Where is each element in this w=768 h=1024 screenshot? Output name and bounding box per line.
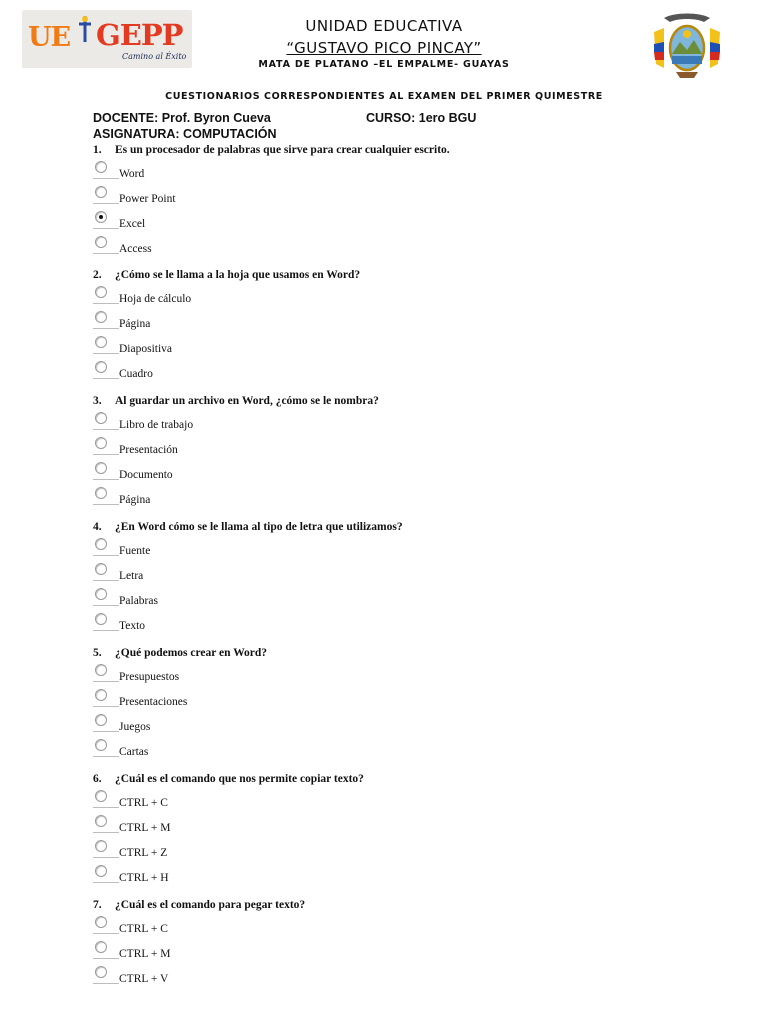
- radio-button-icon[interactable]: [95, 941, 107, 953]
- option-underline: [93, 228, 119, 229]
- question-4-option[interactable]: [93, 538, 273, 558]
- question-3-option[interactable]: [93, 462, 273, 482]
- question-2-option[interactable]: [93, 286, 273, 306]
- question-7-option[interactable]: [93, 941, 273, 961]
- option-label: Texto: [119, 620, 146, 632]
- question-3-prompt: [93, 395, 379, 407]
- option-label: Palabras: [119, 595, 158, 607]
- question-text: ¿Qué podemos crear en Word?: [115, 647, 268, 659]
- question-5-option[interactable]: [93, 739, 273, 759]
- option-underline: [93, 807, 119, 808]
- subject-field: ASIGNATURA: COMPUTACIÓN: [93, 127, 277, 141]
- radio-button-icon[interactable]: [95, 664, 107, 676]
- question-text: ¿Cómo se le llama a la hoja que usamos en Word?: [115, 269, 361, 281]
- radio-button-icon[interactable]: [95, 311, 107, 323]
- option-label: Juegos: [119, 721, 151, 733]
- question-3-option[interactable]: [93, 412, 273, 432]
- option-underline: [93, 378, 119, 379]
- option-label: Power Point: [119, 193, 176, 205]
- school-name-text: “GUSTAVO PICO PINCAY”: [286, 39, 482, 57]
- option-label: Documento: [119, 469, 173, 481]
- radio-button-icon[interactable]: [95, 186, 107, 198]
- question-text: Es un procesador de palabras que sirve para crear cualquier escrito.: [115, 144, 450, 156]
- option-underline: [93, 731, 119, 732]
- radio-button-icon[interactable]: [95, 840, 107, 852]
- question-number: 4.: [93, 521, 102, 533]
- option-label: CTRL + Z: [119, 847, 168, 859]
- question-3-option[interactable]: [93, 487, 273, 507]
- option-underline: [93, 555, 119, 556]
- option-underline: [93, 178, 119, 179]
- option-label: Access: [119, 243, 152, 255]
- option-underline: [93, 429, 119, 430]
- question-number: 2.: [93, 269, 102, 281]
- option-underline: [93, 580, 119, 581]
- question-2-option[interactable]: [93, 336, 273, 356]
- option-underline: [93, 353, 119, 354]
- option-label: Presupuestos: [119, 671, 180, 683]
- question-number: 6.: [93, 773, 102, 785]
- option-underline: [93, 983, 119, 984]
- option-underline: [93, 933, 119, 934]
- radio-button-icon[interactable]: [95, 437, 107, 449]
- option-underline: [93, 706, 119, 707]
- radio-button-icon[interactable]: [95, 412, 107, 424]
- radio-button-icon[interactable]: [95, 563, 107, 575]
- option-underline: [93, 504, 119, 505]
- option-underline: [93, 857, 119, 858]
- option-label: CTRL + C: [119, 797, 168, 809]
- radio-button-icon[interactable]: [95, 361, 107, 373]
- radio-button-icon[interactable]: [95, 286, 107, 298]
- teacher-field: DOCENTE: Prof. Byron Cueva: [93, 111, 271, 125]
- exam-subtitle: CUESTIONARIOS CORRESPONDIENTES AL EXAMEN DEL PRIMER QUIMESTRE: [165, 91, 603, 102]
- option-label: Página: [119, 494, 151, 506]
- option-label: CTRL + M: [119, 822, 171, 834]
- question-4-option[interactable]: [93, 588, 273, 608]
- option-label: Letra: [119, 570, 144, 582]
- question-7-option[interactable]: [93, 966, 273, 986]
- question-5-option[interactable]: [93, 689, 273, 709]
- radio-button-icon[interactable]: [95, 689, 107, 701]
- question-1-option[interactable]: [93, 236, 273, 256]
- radio-button-icon[interactable]: [95, 487, 107, 499]
- question-5-prompt: [93, 647, 267, 659]
- radio-button-icon[interactable]: [95, 588, 107, 600]
- option-label: Word: [119, 168, 145, 180]
- logo-gepp-text: GEPP: [96, 18, 183, 52]
- option-label: CTRL + V: [119, 973, 169, 985]
- radio-button-icon[interactable]: [95, 966, 107, 978]
- option-label: Diapositiva: [119, 343, 173, 355]
- radio-button-icon[interactable]: [95, 336, 107, 348]
- radio-button-icon[interactable]: [95, 916, 107, 928]
- question-6-option[interactable]: [93, 790, 273, 810]
- question-6-option[interactable]: [93, 840, 273, 860]
- question-text: ¿Cuál es el comando que nos permite copiar texto?: [115, 773, 364, 785]
- option-label: Página: [119, 318, 151, 330]
- logo-ue-text: UE: [28, 22, 71, 53]
- option-underline: [93, 203, 119, 204]
- option-label: Hoja de cálculo: [119, 293, 192, 305]
- question-7-prompt: [93, 899, 305, 911]
- option-label: CTRL + C: [119, 923, 168, 935]
- radio-button-icon[interactable]: [95, 538, 107, 550]
- option-label: Fuente: [119, 545, 151, 557]
- radio-button-icon[interactable]: [95, 161, 107, 173]
- question-4-option[interactable]: [93, 563, 273, 583]
- option-underline: [93, 253, 119, 254]
- question-1-option[interactable]: [93, 161, 273, 181]
- radio-button-icon[interactable]: [95, 613, 107, 625]
- question-6-option[interactable]: [93, 865, 273, 885]
- question-2-prompt: [93, 269, 360, 281]
- radio-button-icon[interactable]: [95, 739, 107, 751]
- question-5-option[interactable]: [93, 714, 273, 734]
- radio-button-icon[interactable]: [95, 865, 107, 877]
- school-name-title: [0, 39, 768, 57]
- question-number: 5.: [93, 647, 102, 659]
- option-underline: [93, 832, 119, 833]
- question-number: 7.: [93, 899, 102, 911]
- radio-button-icon[interactable]: [95, 815, 107, 827]
- question-text: ¿Cuál es el comando para pegar texto?: [115, 899, 306, 911]
- option-label: Cuadro: [119, 368, 153, 380]
- question-5-option[interactable]: [93, 664, 273, 684]
- question-3-option[interactable]: [93, 437, 273, 457]
- option-underline: [93, 454, 119, 455]
- question-4-prompt: [93, 521, 403, 533]
- option-underline: [93, 630, 119, 631]
- option-label: CTRL + M: [119, 948, 171, 960]
- option-label: Libro de trabajo: [119, 419, 194, 431]
- question-2-option[interactable]: [93, 361, 273, 381]
- option-underline: [93, 479, 119, 480]
- question-4-option[interactable]: [93, 613, 273, 633]
- option-underline: [93, 882, 119, 883]
- question-text: Al guardar un archivo en Word, ¿cómo se le nombra?: [115, 395, 379, 407]
- question-7-option[interactable]: [93, 916, 273, 936]
- question-text: ¿En Word cómo se le llama al tipo de letra que utilizamos?: [115, 521, 403, 533]
- option-underline: [93, 681, 119, 682]
- question-1-option[interactable]: [93, 186, 273, 206]
- option-underline: [93, 605, 119, 606]
- radio-button-icon[interactable]: [95, 236, 107, 248]
- option-label: Excel: [119, 218, 146, 230]
- option-underline: [93, 958, 119, 959]
- question-6-option[interactable]: [93, 815, 273, 835]
- radio-button-icon[interactable]: [95, 714, 107, 726]
- option-label: Presentaciones: [119, 696, 188, 708]
- radio-button-icon[interactable]: [95, 211, 107, 223]
- question-number: 3.: [93, 395, 102, 407]
- option-underline: [93, 756, 119, 757]
- course-field: CURSO: 1ero BGU: [366, 111, 477, 125]
- logo-slogan: Camino al Éxito: [122, 52, 187, 61]
- radio-button-icon[interactable]: [95, 462, 107, 474]
- option-underline: [93, 303, 119, 304]
- school-type-title: UNIDAD EDUCATIVA: [305, 17, 463, 35]
- question-1-prompt: [93, 144, 450, 156]
- school-location: MATA DE PLATANO –EL EMPALME- GUAYAS: [258, 59, 510, 70]
- question-number: 1.: [93, 144, 102, 156]
- question-1-option[interactable]: [93, 211, 273, 231]
- option-label: Cartas: [119, 746, 149, 758]
- question-6-prompt: [93, 773, 364, 785]
- radio-button-icon[interactable]: [95, 790, 107, 802]
- question-2-option[interactable]: [93, 311, 273, 331]
- option-label: Presentación: [119, 444, 178, 456]
- option-underline: [93, 328, 119, 329]
- option-label: CTRL + H: [119, 872, 169, 884]
